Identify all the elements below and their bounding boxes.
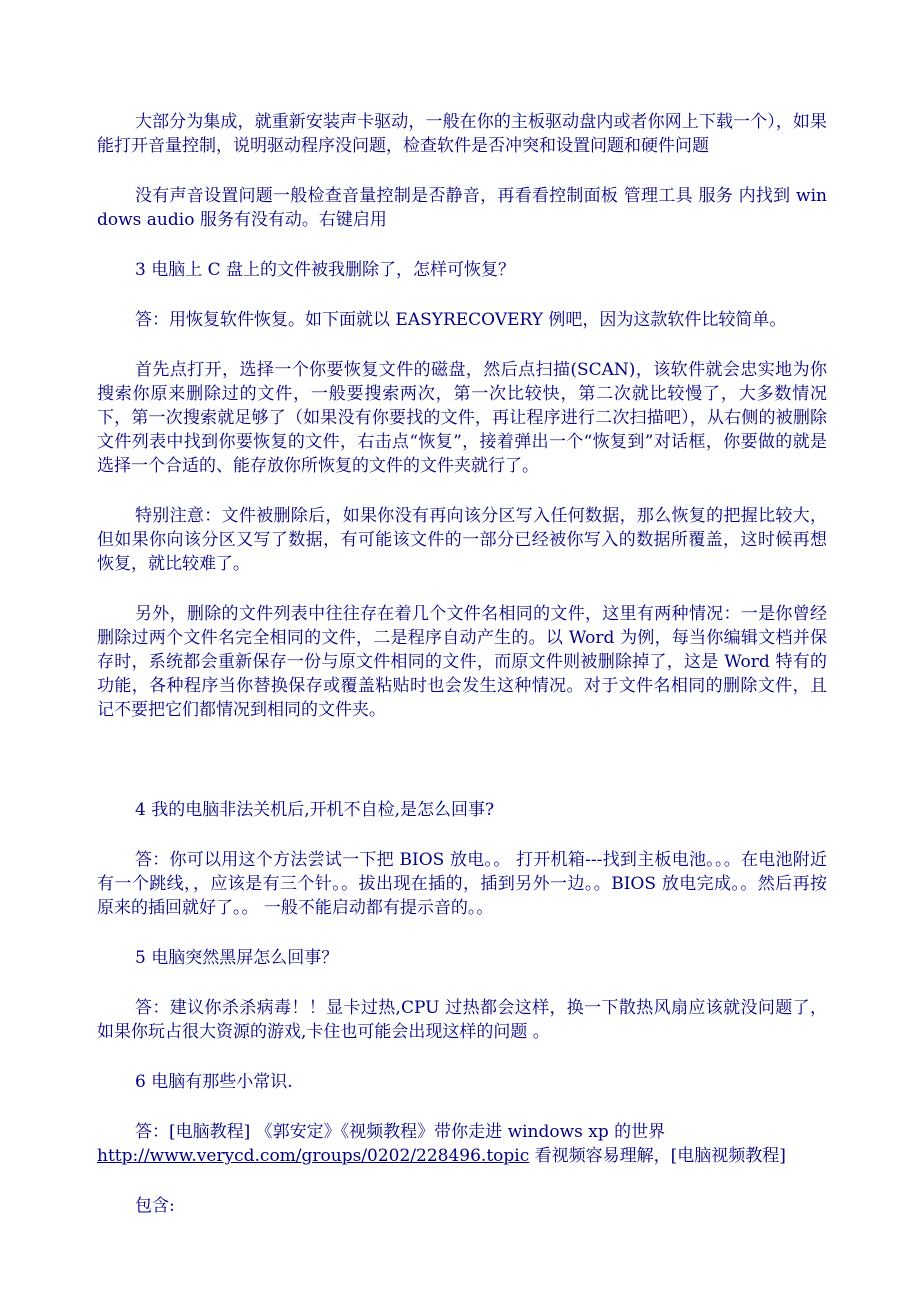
paragraph-includes: 包含:: [135, 1196, 175, 1216]
question-6: 6 电脑有那些小常识.: [135, 1072, 293, 1092]
paragraph-duplicate-names: 另外，删除的文件列表中往往存在着几个文件名相同的文件，这里有两种情况：一是你曾经删除过两个文件名完全相同的文件，二是程序自动产生的。以 Word 为例，每当你编辑文档并保存时，系统都会重新保存一份与原文件相同的文件，而原文件则被删除掉了，这是 Word 特有的功能，各种程序当你替换保存或覆盖粘贴时也会发生这种情况。对于文件名相同的删除文件，且记不要把它们都情况到相同的文件夹。: [97, 604, 827, 720]
question-3: 3 电脑上 C 盘上的文件被我删除了，怎样可恢复？: [135, 260, 516, 280]
question-4: 4 我的电脑非法关机后,开机不自检,是怎么回事?: [135, 800, 495, 820]
tutorial-link[interactable]: http://www.verycd.com/groups/0202/228496.topic: [97, 1146, 530, 1166]
answer-4: 答：你可以用这个方法尝试一下把 BIOS 放电。。 打开机箱---找到主板电池。。。在电池附近有一个跳线，，应该是有三个针。。拔出现在插的，插到另外一边。。BIOS 放电完成。。然后再按原来的插回就好了。。 一般不能启动都有提示音的。。: [97, 850, 827, 918]
paragraph-special-note: 特别注意：文件被删除后，如果你没有再向该分区写入任何数据，那么恢复的把握比较大，但如果你向该分区又写了数据，有可能该文件的一部分已经被你写入的数据所覆盖，这时候再想恢复，就比较难了。: [97, 506, 827, 574]
paragraph-sound-driver: 大部分为集成，就重新安装声卡驱动，一般在你的主板驱动盘内或者你网上下载一个），如果能打开音量控制，说明驱动程序没问题，检查软件是否冲突和设置问题和硬件问题: [97, 112, 827, 156]
paragraph-sound-settings: 没有声音设置问题一般检查音量控制是否静音，再看看控制面板 管理工具 服务 内找到 windows audio 服务有没有动。右键启用: [97, 186, 827, 230]
answer-5: 答：建议你杀杀病毒！！显卡过热,CPU 过热都会这样，换一下散热风扇应该就没问题了，如果你玩占很大资源的游戏,卡住也可能会出现这样的问题 。: [97, 998, 827, 1042]
document-body: [97, 110, 827, 1244]
answer-6: [97, 1120, 827, 1168]
answer-6-suffix: 看视频容易理解，[电脑视频教程]: [529, 1146, 786, 1166]
question-5: 5 电脑突然黑屏怎么回事？: [135, 948, 339, 968]
answer-6-prefix: 答：[电脑教程] 《郭安定》《视频教程》带你走进 windows xp 的世界: [135, 1122, 666, 1142]
paragraph-recovery-steps: 首先点打开，选择一个你要恢复文件的磁盘，然后点扫描(SCAN)，该软件就会忠实地为你搜索你原来删除过的文件，一般要搜索两次，第一次比较快，第二次就比较慢了，大多数情况下，第一次搜索就足够了（如果没有你要找的文件，再让程序进行二次扫描吧），从右侧的被删除文件列表中找到你要恢复的文件，右击点“恢复”，接着弹出一个“恢复到”对话框，你要做的就是选择一个合适的、能存放你所恢复的文件的文件夹就行了。: [97, 360, 827, 476]
spacer: [97, 748, 827, 798]
answer-3: 答：用恢复软件恢复。如下面就以 EASYRECOVERY 例吧，因为这款软件比较简单。: [135, 310, 787, 330]
